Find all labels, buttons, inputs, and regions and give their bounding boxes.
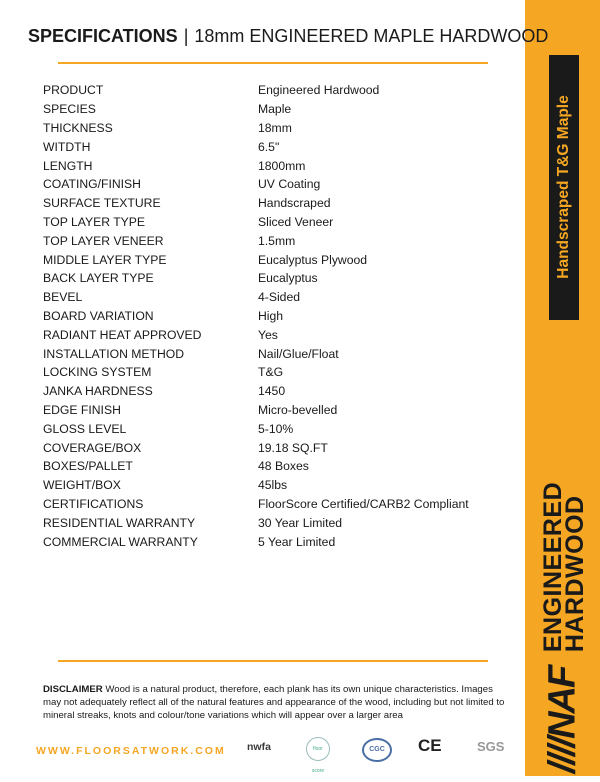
spec-row — [43, 476, 513, 495]
spec-row — [43, 194, 513, 213]
spec-row — [43, 457, 513, 476]
spec-label: TOP LAYER TYPE — [43, 214, 146, 229]
disclaimer-text: Wood is a natural product, therefore, each plank has its own unique characteristics. Images may not adequately reflect all of the natural features and appearance of the wood, including but not limited to mineral streaks, knots and colour/tone variations which will appear over a larger area — [43, 684, 505, 721]
spec-row — [43, 495, 513, 514]
spec-label: COATING/FINISH — [43, 177, 141, 192]
spec-row — [43, 288, 513, 307]
spec-label: MIDDLE LAYER TYPE — [43, 252, 167, 267]
spec-row — [43, 325, 513, 344]
spec-label: PRODUCT — [43, 83, 104, 98]
spec-row — [43, 156, 513, 175]
ce-mark: CE — [418, 736, 442, 755]
spec-value: 5 Year Limited — [258, 534, 336, 549]
spec-label: WITDTH — [43, 139, 91, 154]
spec-value: UV Coating — [258, 177, 321, 192]
website-link[interactable]: WWW.FLOORSATWORK.COM — [36, 745, 226, 757]
spec-value: 1800mm — [258, 158, 306, 173]
spec-label: LENGTH — [43, 158, 93, 173]
spec-value: Eucalyptus Plywood — [258, 252, 368, 267]
spec-value: FloorScore Certified/CARB2 Compliant — [258, 496, 469, 511]
spec-value: 30 Year Limited — [258, 515, 343, 530]
cgc-logo: CGC — [362, 738, 392, 762]
spec-value: 6.5" — [258, 139, 280, 154]
spec-value: 5-10% — [258, 421, 294, 436]
spec-row — [43, 175, 513, 194]
spec-label: SPECIES — [43, 102, 96, 117]
spec-row — [43, 81, 513, 100]
spec-label: GLOSS LEVEL — [43, 421, 127, 436]
spec-row — [43, 100, 513, 119]
spec-label: EDGE FINISH — [43, 402, 121, 417]
spec-row — [43, 363, 513, 382]
spec-row — [43, 269, 513, 288]
spec-label: CERTIFICATIONS — [43, 496, 144, 511]
spec-row — [43, 419, 513, 438]
floorscore-logo: floor score — [306, 737, 330, 761]
spec-label: LOCKING SYSTEM — [43, 365, 152, 380]
spec-row — [43, 438, 513, 457]
spec-label: RESIDENTIAL WARRANTY — [43, 515, 196, 530]
spec-row — [43, 382, 513, 401]
title-subtitle: 18mm ENGINEERED MAPLE HARDWOOD — [194, 26, 549, 46]
title-main: SPECIFICATIONS — [28, 26, 178, 46]
spec-table — [43, 81, 513, 551]
spec-label: TOP LAYER VENEER — [43, 233, 164, 248]
brand-line-2: HARDWOOD — [561, 495, 589, 653]
spec-row — [43, 250, 513, 269]
spec-row — [43, 213, 513, 232]
spec-label: WEIGHT/BOX — [43, 478, 121, 493]
spec-value: 45lbs — [258, 478, 288, 493]
spec-value: Maple — [258, 102, 292, 117]
spec-label: BOARD VARIATION — [43, 308, 154, 323]
spec-row — [43, 231, 513, 250]
spec-label: BEVEL — [43, 290, 83, 305]
spec-row — [43, 513, 513, 532]
disclaimer-label: DISCLAIMER — [43, 684, 103, 695]
brand-title — [539, 481, 589, 653]
spec-label: BOXES/PALLET — [43, 459, 133, 474]
spec-label: SURFACE TEXTURE — [43, 196, 161, 211]
spec-value: Eucalyptus — [258, 271, 318, 286]
spec-value: Handscraped — [258, 196, 331, 211]
spec-label: COMMERCIAL WARRANTY — [43, 534, 198, 549]
spec-value: 19.18 SQ.FT — [258, 440, 328, 455]
spec-row — [43, 532, 513, 551]
spec-value: Yes — [258, 327, 278, 342]
spec-value: 1450 — [258, 384, 286, 399]
spec-value: 1.5mm — [258, 233, 296, 248]
spec-label: RADIANT HEAT APPROVED — [43, 327, 202, 342]
spec-value: Sliced Veneer — [258, 214, 334, 229]
brand-line-1: ENGINEERED — [539, 481, 567, 653]
spec-value: Nail/Glue/Float — [258, 346, 339, 361]
nwfa-logo: nwfa — [247, 741, 271, 753]
spec-label: COVERAGE/BOX — [43, 440, 142, 455]
disclaimer — [43, 683, 513, 722]
spec-value: High — [258, 308, 284, 323]
spec-row — [43, 307, 513, 326]
spec-value: Micro-bevelled — [258, 402, 338, 417]
spec-label: BACK LAYER TYPE — [43, 271, 154, 286]
spec-value: 48 Boxes — [258, 459, 309, 474]
product-tag-label: Handscraped T&G Maple — [555, 95, 572, 279]
spec-row — [43, 119, 513, 138]
sgs-logo: SGS — [477, 739, 505, 754]
page-title — [28, 26, 549, 47]
spec-row — [43, 344, 513, 363]
spec-label: JANKA HARDNESS — [43, 384, 153, 399]
spec-label: THICKNESS — [43, 120, 113, 135]
naf-logo: ////NAF — [541, 666, 584, 774]
spec-row — [43, 137, 513, 156]
title-separator: | — [183, 26, 189, 46]
spec-value: 4-Sided — [258, 290, 301, 305]
top-divider — [58, 62, 488, 64]
bottom-divider — [58, 660, 488, 662]
spec-value: T&G — [258, 365, 284, 380]
spec-value: Engineered Hardwood — [258, 83, 380, 98]
spec-label: INSTALLATION METHOD — [43, 346, 185, 361]
spec-row — [43, 401, 513, 420]
spec-value: 18mm — [258, 120, 292, 135]
